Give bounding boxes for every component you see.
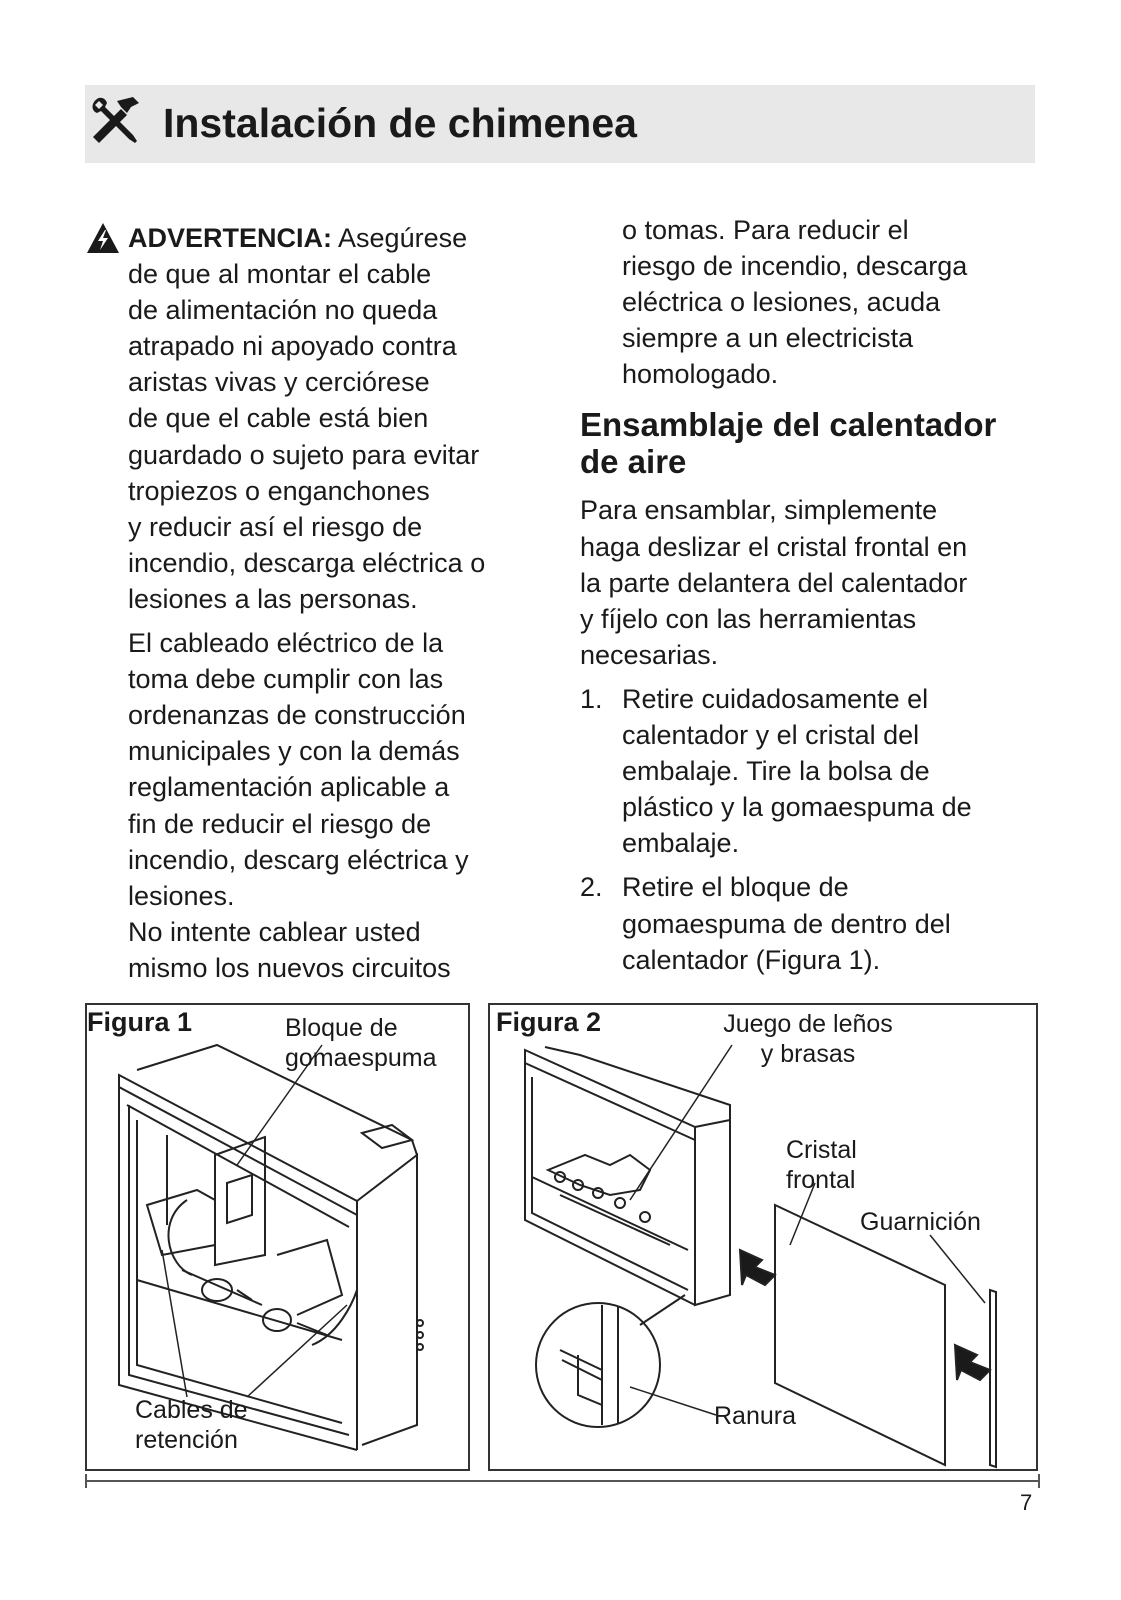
- warning-first-line: [128, 220, 548, 256]
- warning-line: incendio, descarga eléctrica o: [128, 547, 486, 578]
- step-2: [580, 869, 1040, 977]
- warning-line: lesiones a las personas.: [128, 583, 418, 614]
- page-number: 7: [1020, 1490, 1033, 1515]
- warning-line: de que el cable está bien: [128, 403, 429, 434]
- callout-line: frontal: [786, 1166, 856, 1194]
- step-line: gomaespuma de dentro del: [622, 908, 951, 939]
- callout-line: Bloque de: [285, 1014, 398, 1042]
- continued-line: o tomas. Para reducir el: [622, 215, 909, 245]
- step-line: plástico y la gomaespuma de: [622, 792, 972, 823]
- warning-line: de que al montar el cable: [128, 259, 432, 290]
- front-glass-callout: [786, 1135, 857, 1195]
- step-number: 1.: [580, 683, 603, 714]
- figure-1-label: Figura 1: [87, 1007, 193, 1037]
- figure-2-drawing: [490, 1005, 1036, 1469]
- step-line: embalaje. Tire la bolsa de: [622, 756, 930, 787]
- continued-text: [580, 212, 1040, 392]
- warning-text: Asegúrese: [338, 223, 468, 253]
- wiring-line: El cableado eléctrico de la: [128, 628, 444, 659]
- intro-line: y fíjelo con las herramientas: [580, 603, 917, 634]
- continued-line: homologado.: [622, 359, 779, 390]
- callout-line: retención: [135, 1426, 238, 1454]
- intro-paragraph: [580, 492, 1040, 672]
- warning-label: ADVERTENCIA:: [128, 223, 333, 253]
- figure-2: [488, 1003, 1038, 1471]
- circuit-line: No intente cablear usted: [128, 916, 421, 947]
- callout-line: gomaespuma: [285, 1044, 437, 1072]
- slot-callout: Ranura: [714, 1402, 796, 1430]
- intro-line: Para ensamblar, simplemente: [580, 495, 938, 526]
- callout-line: y brasas: [760, 1040, 856, 1068]
- callout-line: Cables de: [135, 1396, 248, 1424]
- callout-line: Cristal: [786, 1136, 857, 1164]
- warning-line: y reducir así el riesgo de: [128, 511, 423, 542]
- continued-line: siempre a un electricista: [622, 323, 914, 354]
- foam-block-callout: [285, 1013, 436, 1073]
- section-header: [85, 85, 1035, 163]
- retention-cables-callout: [135, 1395, 248, 1455]
- intro-line: necesarias.: [580, 639, 719, 670]
- step-line: Retire cuidadosamente el: [622, 683, 929, 714]
- logs-embers-callout: [708, 1009, 908, 1069]
- wiring-line: reglamentación aplicable a: [128, 772, 450, 803]
- page-title: Instalación de chimenea: [163, 100, 637, 146]
- step-line: calentador (Figura 1).: [622, 944, 881, 975]
- warning-line: atrapado ni apoyado contra: [128, 331, 457, 362]
- wiring-line: fin de reducir el riesgo de: [128, 808, 432, 839]
- intro-line: la parte delantera del calentador: [580, 567, 968, 598]
- step-line: Retire el bloque de: [622, 872, 849, 903]
- warning-line: de alimentación no queda: [128, 295, 438, 326]
- warning-line: tropiezos o enganchones: [128, 475, 430, 506]
- step-number: 2.: [580, 872, 603, 903]
- figure-2-label: Figura 2: [496, 1007, 602, 1037]
- wiring-line: incendio, descarg eléctrica y: [128, 844, 469, 875]
- step-line: calentador y el cristal del: [622, 720, 920, 751]
- right-column: [580, 212, 1040, 978]
- callout-line: Juego de leños: [723, 1010, 893, 1038]
- wiring-line: ordenanzas de construcción: [128, 700, 466, 731]
- step-line: embalaje.: [622, 828, 740, 859]
- figure-1: [85, 1003, 470, 1471]
- hammer-wrench-icon: [87, 93, 143, 149]
- wiring-line: municipales y con la demás: [128, 736, 460, 767]
- continued-line: eléctrica o lesiones, acuda: [622, 287, 941, 318]
- wiring-line: toma debe cumplir con las: [128, 664, 444, 695]
- circuit-line: mismo los nuevos circuitos: [128, 952, 451, 983]
- intro-line: haga deslizar el cristal frontal en: [580, 531, 968, 562]
- step-1: [580, 681, 1040, 861]
- section-title: [580, 406, 1040, 480]
- footer-tick-right: [1038, 1474, 1040, 1488]
- continued-line: riesgo de incendio, descarga: [622, 251, 968, 282]
- warning-line: aristas vivas y cerciórese: [128, 367, 430, 398]
- left-column: [128, 220, 548, 986]
- section-title-line: Ensamblaje del calentador: [580, 406, 997, 444]
- wiring-line: lesiones.: [128, 880, 235, 911]
- footer-rule: [85, 1480, 1040, 1482]
- warning-triangle-icon: [86, 222, 120, 254]
- section-title-line: de aire: [580, 443, 687, 481]
- warning-line: guardado o sujeto para evitar: [128, 439, 480, 470]
- trim-callout: Guarnición: [860, 1208, 981, 1236]
